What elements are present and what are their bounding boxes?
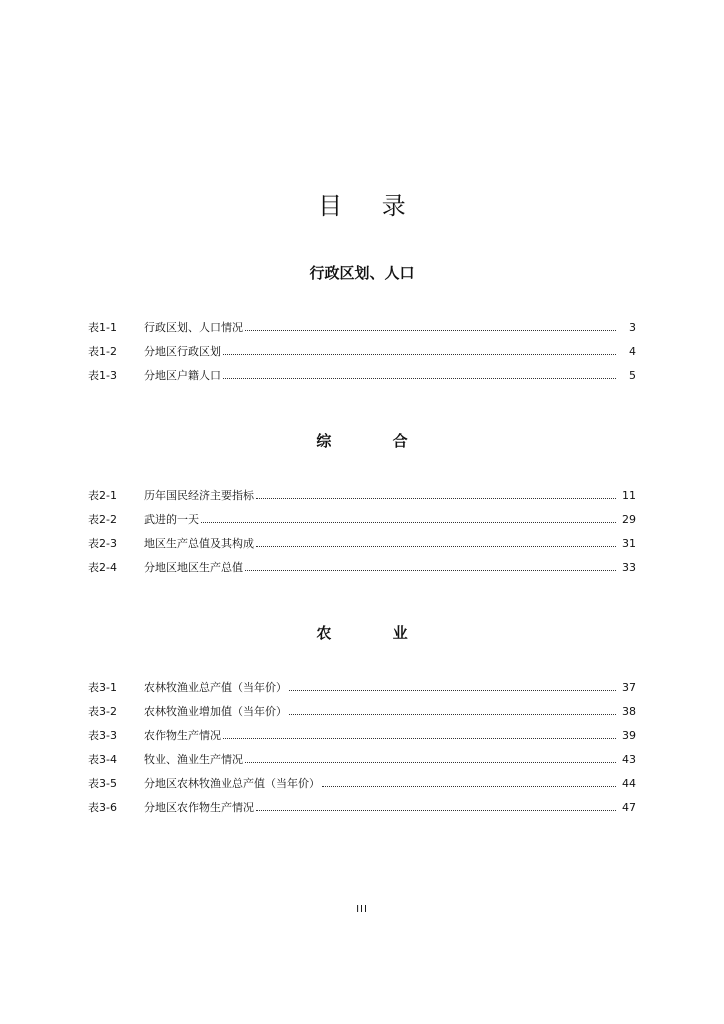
toc-entry-label: 历年国民经济主要指标 [144,489,254,502]
dot-leader [223,344,616,355]
toc-entry-label: 分地区地区生产总值 [144,561,243,574]
toc-entry-label: 分地区户籍人口 [144,369,221,382]
toc-entry-page: 31 [622,536,636,550]
toc-entry-page: 11 [622,488,636,502]
toc-entry-page: 39 [622,728,636,742]
toc-entry-label: 行政区划、人口情况 [144,321,243,334]
toc-entry-label: 分地区农林牧渔业总产值（当年价） [144,777,320,790]
section-title: 综 合 [316,432,436,450]
toc-entry-page: 38 [622,704,636,718]
toc-entry-id: 表3-6 [88,801,117,814]
toc-entry-label: 农林牧渔业增加值（当年价） [144,705,287,718]
toc-entry[interactable] [88,723,636,747]
dot-leader [256,536,616,547]
dot-leader [256,800,616,811]
toc-entry-id: 表2-3 [88,537,117,550]
section-agriculture [0,622,724,819]
dot-leader [245,752,616,763]
toc-entry-id: 表1-1 [88,321,117,334]
toc-entry-page: 4 [629,344,636,358]
toc-entry[interactable] [88,555,636,579]
toc-entry[interactable] [88,363,636,387]
toc-entry-page: 44 [622,776,636,790]
toc-entry-page: 29 [622,512,636,526]
toc-entry[interactable] [88,483,636,507]
toc-entry-label: 农林牧渔业总产值（当年价） [144,681,287,694]
toc-entry[interactable] [88,507,636,531]
toc-entry-id: 表3-2 [88,705,117,718]
toc-entry-label: 牧业、渔业生产情况 [144,753,243,766]
toc-entry[interactable] [88,747,636,771]
dot-leader [289,704,616,715]
toc-entry-id: 表3-4 [88,753,117,766]
toc-entry[interactable] [88,699,636,723]
dot-leader [223,368,616,379]
toc-entry-page: 43 [622,752,636,766]
toc-entry[interactable] [88,531,636,555]
toc-entry-id: 表2-2 [88,513,117,526]
toc-entry[interactable] [88,339,636,363]
page-title: 目 录 [318,192,422,220]
section-administrative [0,262,724,387]
toc-entry-page: 5 [629,368,636,382]
toc-entry-label: 农作物生产情况 [144,729,221,742]
toc-entry-label: 分地区农作物生产情况 [144,801,254,814]
toc-entry-id: 表3-5 [88,777,117,790]
toc-entry-id: 表2-4 [88,561,117,574]
dot-leader [245,560,616,571]
page-number: III [356,904,368,915]
toc-entry-page: 3 [629,320,636,334]
dot-leader [223,728,616,739]
toc-entry[interactable] [88,315,636,339]
section-title: 行政区划、人口 [309,264,415,282]
toc-entry-label: 分地区行政区划 [144,345,221,358]
toc-entry-page: 47 [622,800,636,814]
toc-entry-id: 表1-2 [88,345,117,358]
toc-entry-page: 37 [622,680,636,694]
toc-entry[interactable] [88,771,636,795]
dot-leader [322,776,616,787]
section-title: 农 业 [316,624,436,642]
dot-leader [201,512,616,523]
toc-entry-id: 表3-1 [88,681,117,694]
toc-entry[interactable] [88,675,636,699]
toc-entry-label: 地区生产总值及其构成 [144,537,254,550]
toc-entry-id: 表2-1 [88,489,117,502]
dot-leader [289,680,616,691]
dot-leader [256,488,616,499]
toc-entry-id: 表3-3 [88,729,117,742]
toc-entry-label: 武进的一天 [144,513,199,526]
dot-leader [245,320,616,331]
toc-entry-page: 33 [622,560,636,574]
section-comprehensive [0,430,724,579]
toc-entry[interactable] [88,795,636,819]
toc-entry-id: 表1-3 [88,369,117,382]
